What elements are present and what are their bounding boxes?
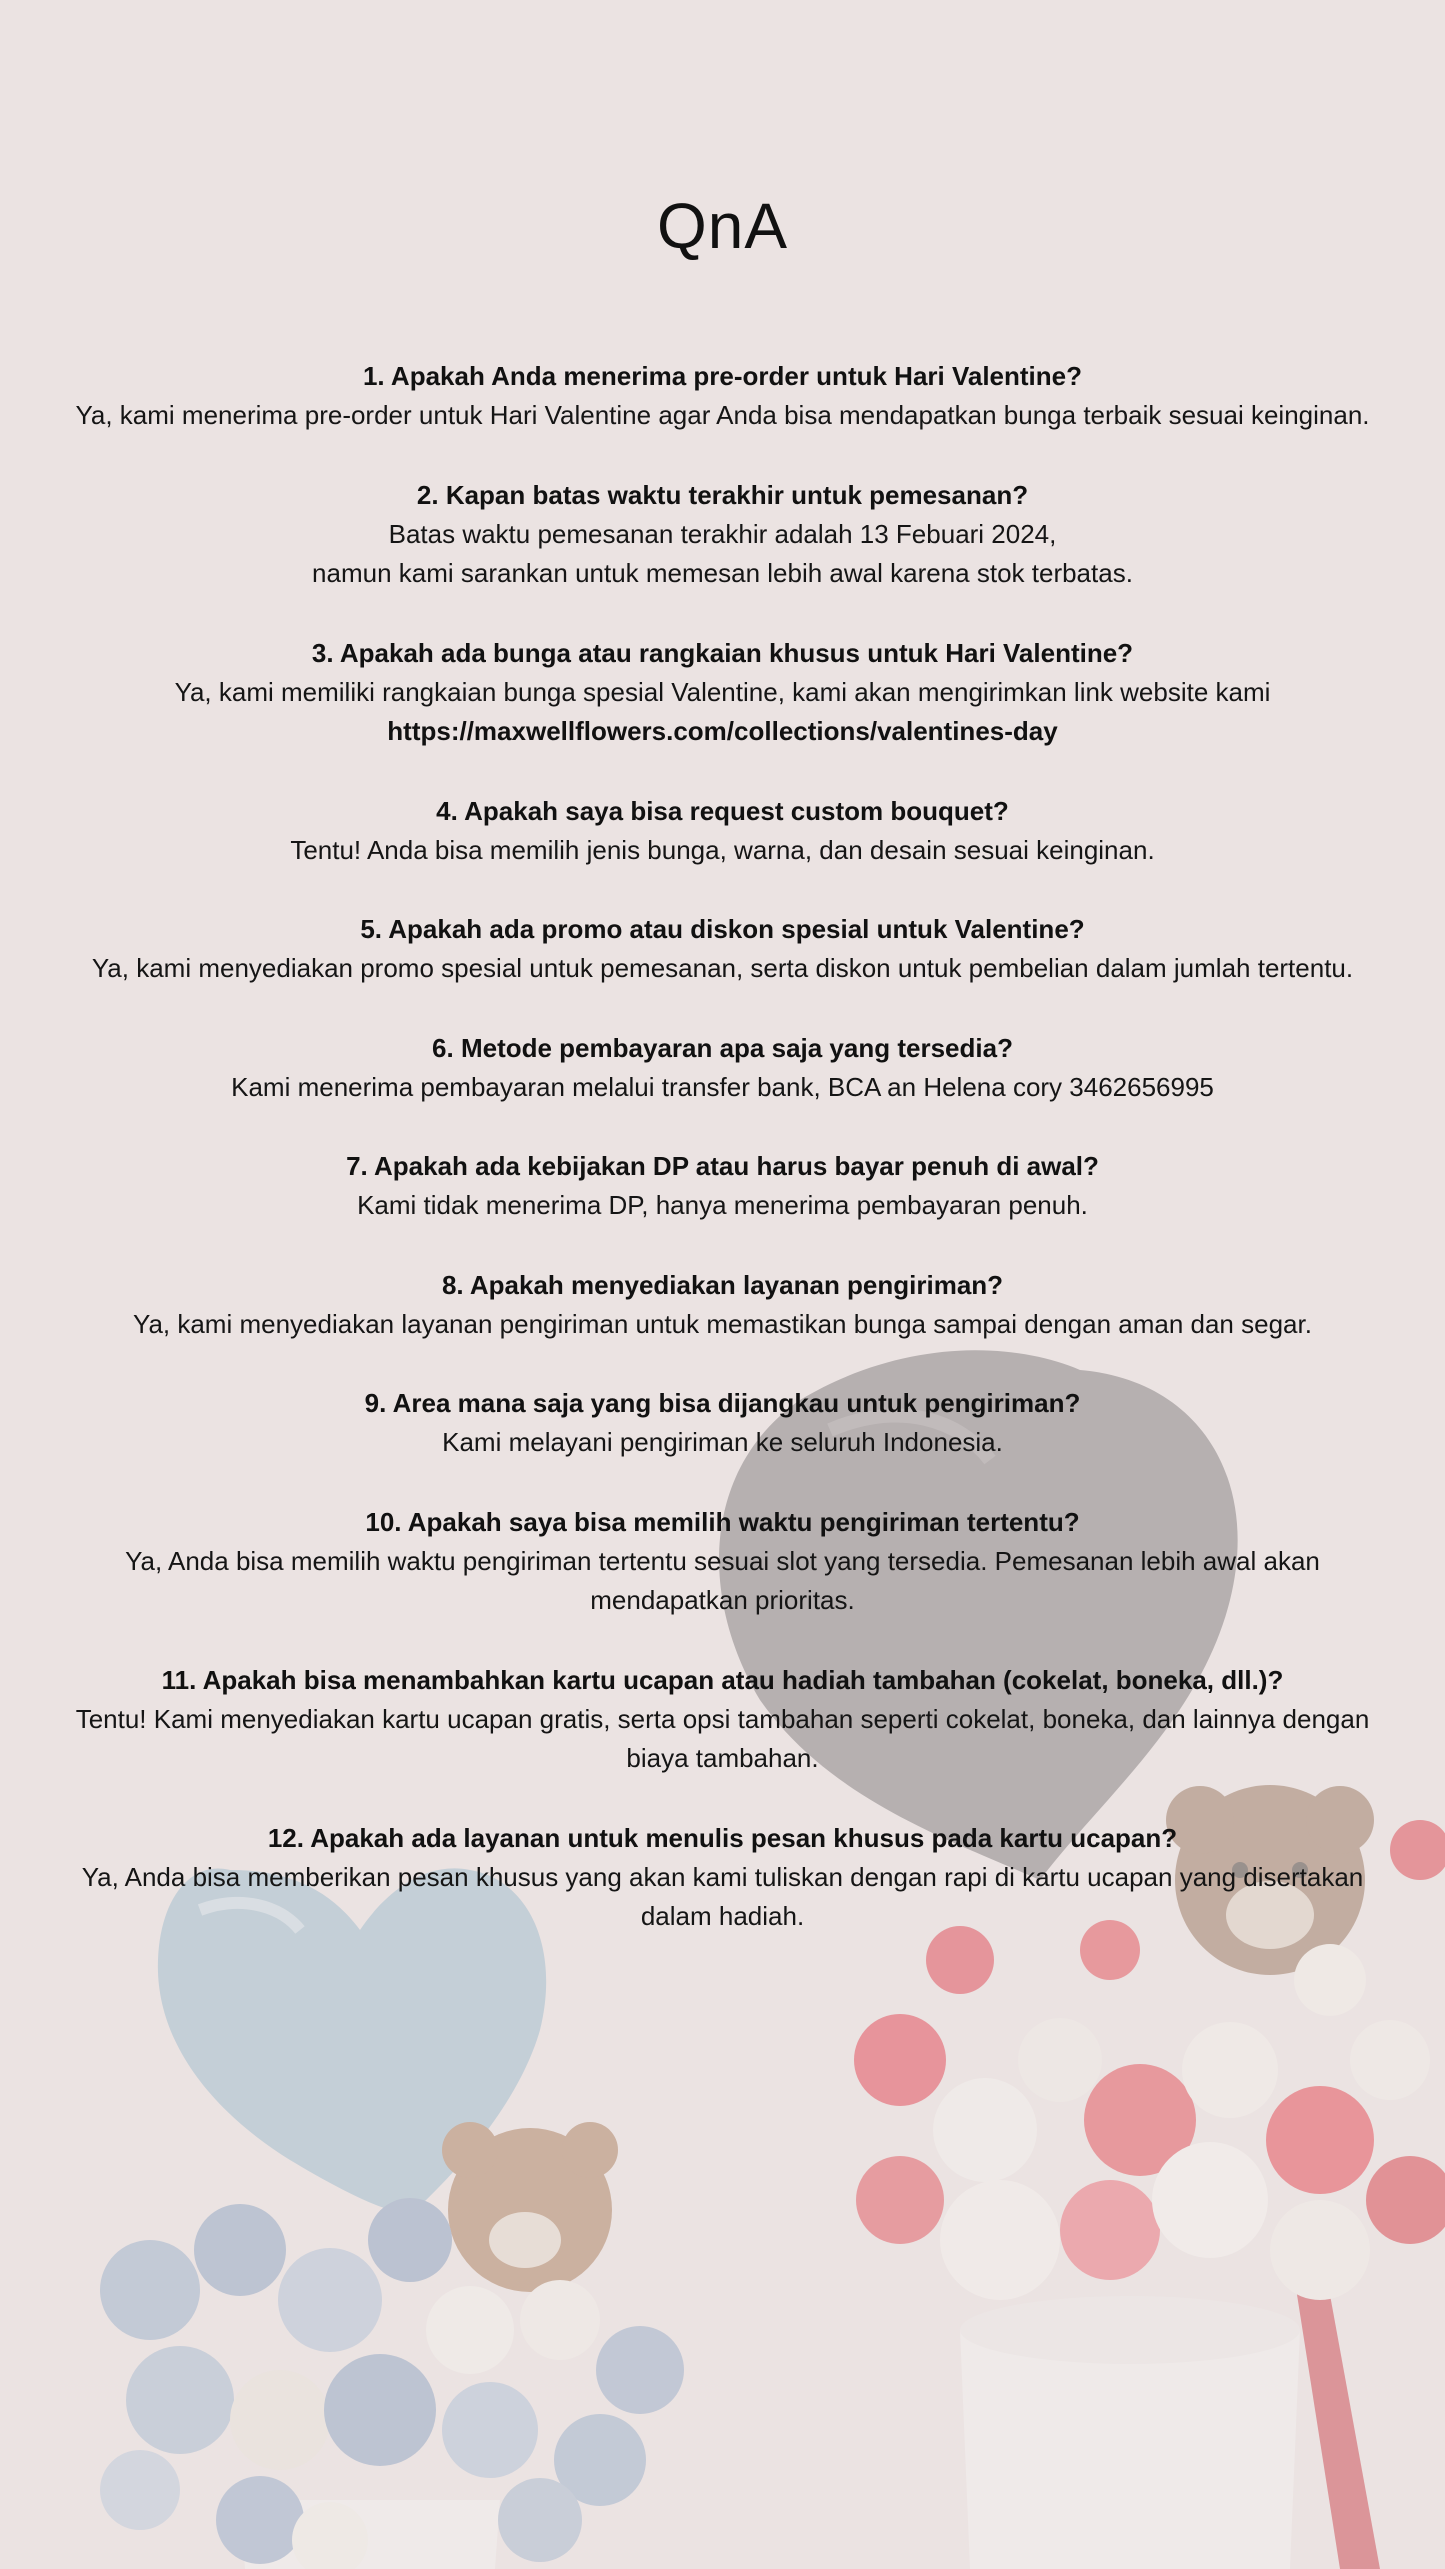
question-text: 1. Apakah Anda menerima pre-order untuk Hari Valentine?: [362, 361, 1083, 391]
valentines-collection-link[interactable]: https://maxwellflowers.com/collections/valentines-day: [387, 716, 1058, 746]
answer-text: [60, 1186, 1385, 1226]
answer-line: Ya, kami menyediakan layanan pengiriman untuk memastikan bunga sampai dengan aman dan segar.: [133, 1308, 1312, 1339]
question-text: 9. Area mana saja yang bisa dijangkau untuk pengiriman?: [364, 1388, 1081, 1418]
answer-line: Batas waktu pemesanan terakhir adalah 13 Febuari 2024,: [388, 518, 1057, 549]
answer-text: [60, 673, 1385, 752]
answer-text: [60, 1305, 1385, 1345]
question-text: 11. Apakah bisa menambahkan kartu ucapan atau hadiah tambahan (cokelat, boneka, dll.)?: [161, 1664, 1284, 1695]
answer-line: Ya, kami menyediakan promo spesial untuk pemesanan, serta diskon untuk pembelian dalam jumlah tertentu.: [91, 953, 1354, 983]
qna-item: [60, 791, 1385, 871]
qna-item: [60, 1265, 1385, 1345]
question-text: 2. Kapan batas waktu terakhir untuk pemesanan?: [416, 479, 1029, 510]
answer-line: Tentu! Anda bisa memilih jenis bunga, warna, dan desain sesuai keinginan.: [290, 834, 1155, 865]
qna-item: [60, 633, 1385, 752]
question-text: 10. Apakah saya bisa memilih waktu pengiriman tertentu?: [365, 1506, 1080, 1537]
question-text: 5. Apakah ada promo atau diskon spesial untuk Valentine?: [360, 914, 1085, 944]
answer-text: [60, 949, 1385, 989]
answer-text: [60, 1542, 1385, 1621]
answer-line: Ya, Anda bisa memilih waktu pengiriman tertentu sesuai slot yang tersedia. Pemesanan lebih awal akan: [125, 1545, 1320, 1576]
qna-item: [60, 1502, 1385, 1621]
answer-text: [60, 1700, 1385, 1779]
answer-line: Ya, kami menerima pre-order untuk Hari Valentine agar Anda bisa mendapatkan bunga terbaik sesuai keinginan.: [75, 400, 1370, 430]
answer-line: dalam hadiah.: [640, 1901, 805, 1931]
page-title: QnA: [656, 190, 789, 262]
answer-line: Kami menerima pembayaran melalui transfer bank, BCA an Helena cory 3462656995: [231, 1071, 1214, 1102]
answer-text: [60, 1068, 1385, 1108]
answer-line: Tentu! Kami menyediakan kartu ucapan gratis, serta opsi tambahan seperti cokelat, boneka, dan lainnya dengan: [75, 1703, 1370, 1734]
qna-item: [60, 1818, 1385, 1937]
answer-text: [60, 1858, 1385, 1937]
answer-line: Ya, Anda bisa memberikan pesan khusus yang akan kami tuliskan dengan rapi di kartu ucapan yang disertakan: [81, 1861, 1364, 1892]
qna-item: [60, 1660, 1385, 1779]
qna-item: [60, 356, 1385, 436]
qna-item: [60, 1383, 1385, 1463]
question-text: 6. Metode pembayaran apa saja yang tersedia?: [432, 1032, 1013, 1063]
answer-line: mendapatkan prioritas.: [590, 1585, 855, 1615]
answer-text: [60, 515, 1385, 594]
question-text: 4. Apakah saya bisa request custom bouquet?: [436, 795, 1009, 826]
question-text: 3. Apakah ada bunga atau rangkaian khusus untuk Hari Valentine?: [311, 637, 1134, 668]
answer-text: [60, 1423, 1385, 1463]
qna-item: [60, 1028, 1385, 1108]
question-text: 8. Apakah menyediakan layanan pengiriman?: [441, 1269, 1004, 1300]
answer-text: [60, 831, 1385, 871]
qna-item: [60, 475, 1385, 594]
answer-line: Kami tidak menerima DP, hanya menerima pembayaran penuh.: [357, 1190, 1088, 1220]
question-text: 7. Apakah ada kebijakan DP atau harus bayar penuh di awal?: [346, 1151, 1099, 1181]
answer-text: [60, 396, 1385, 436]
teddy-bear-left: [442, 2122, 618, 2292]
question-text: 12. Apakah ada layanan untuk menulis pesan khusus pada kartu ucapan?: [267, 1822, 1178, 1853]
answer-line: Ya, kami memiliki rangkaian bunga spesial Valentine, kami akan mengirimkan link website kami: [174, 676, 1271, 707]
answer-line: namun kami sarankan untuk memesan lebih awal karena stok terbatas.: [312, 558, 1133, 588]
answer-line: biaya tambahan.: [626, 1743, 819, 1773]
qna-item: [60, 909, 1385, 989]
qna-item: [60, 1146, 1385, 1226]
qna-list: [60, 356, 1385, 1937]
answer-line: Kami melayani pengiriman ke seluruh Indonesia.: [442, 1427, 1003, 1457]
